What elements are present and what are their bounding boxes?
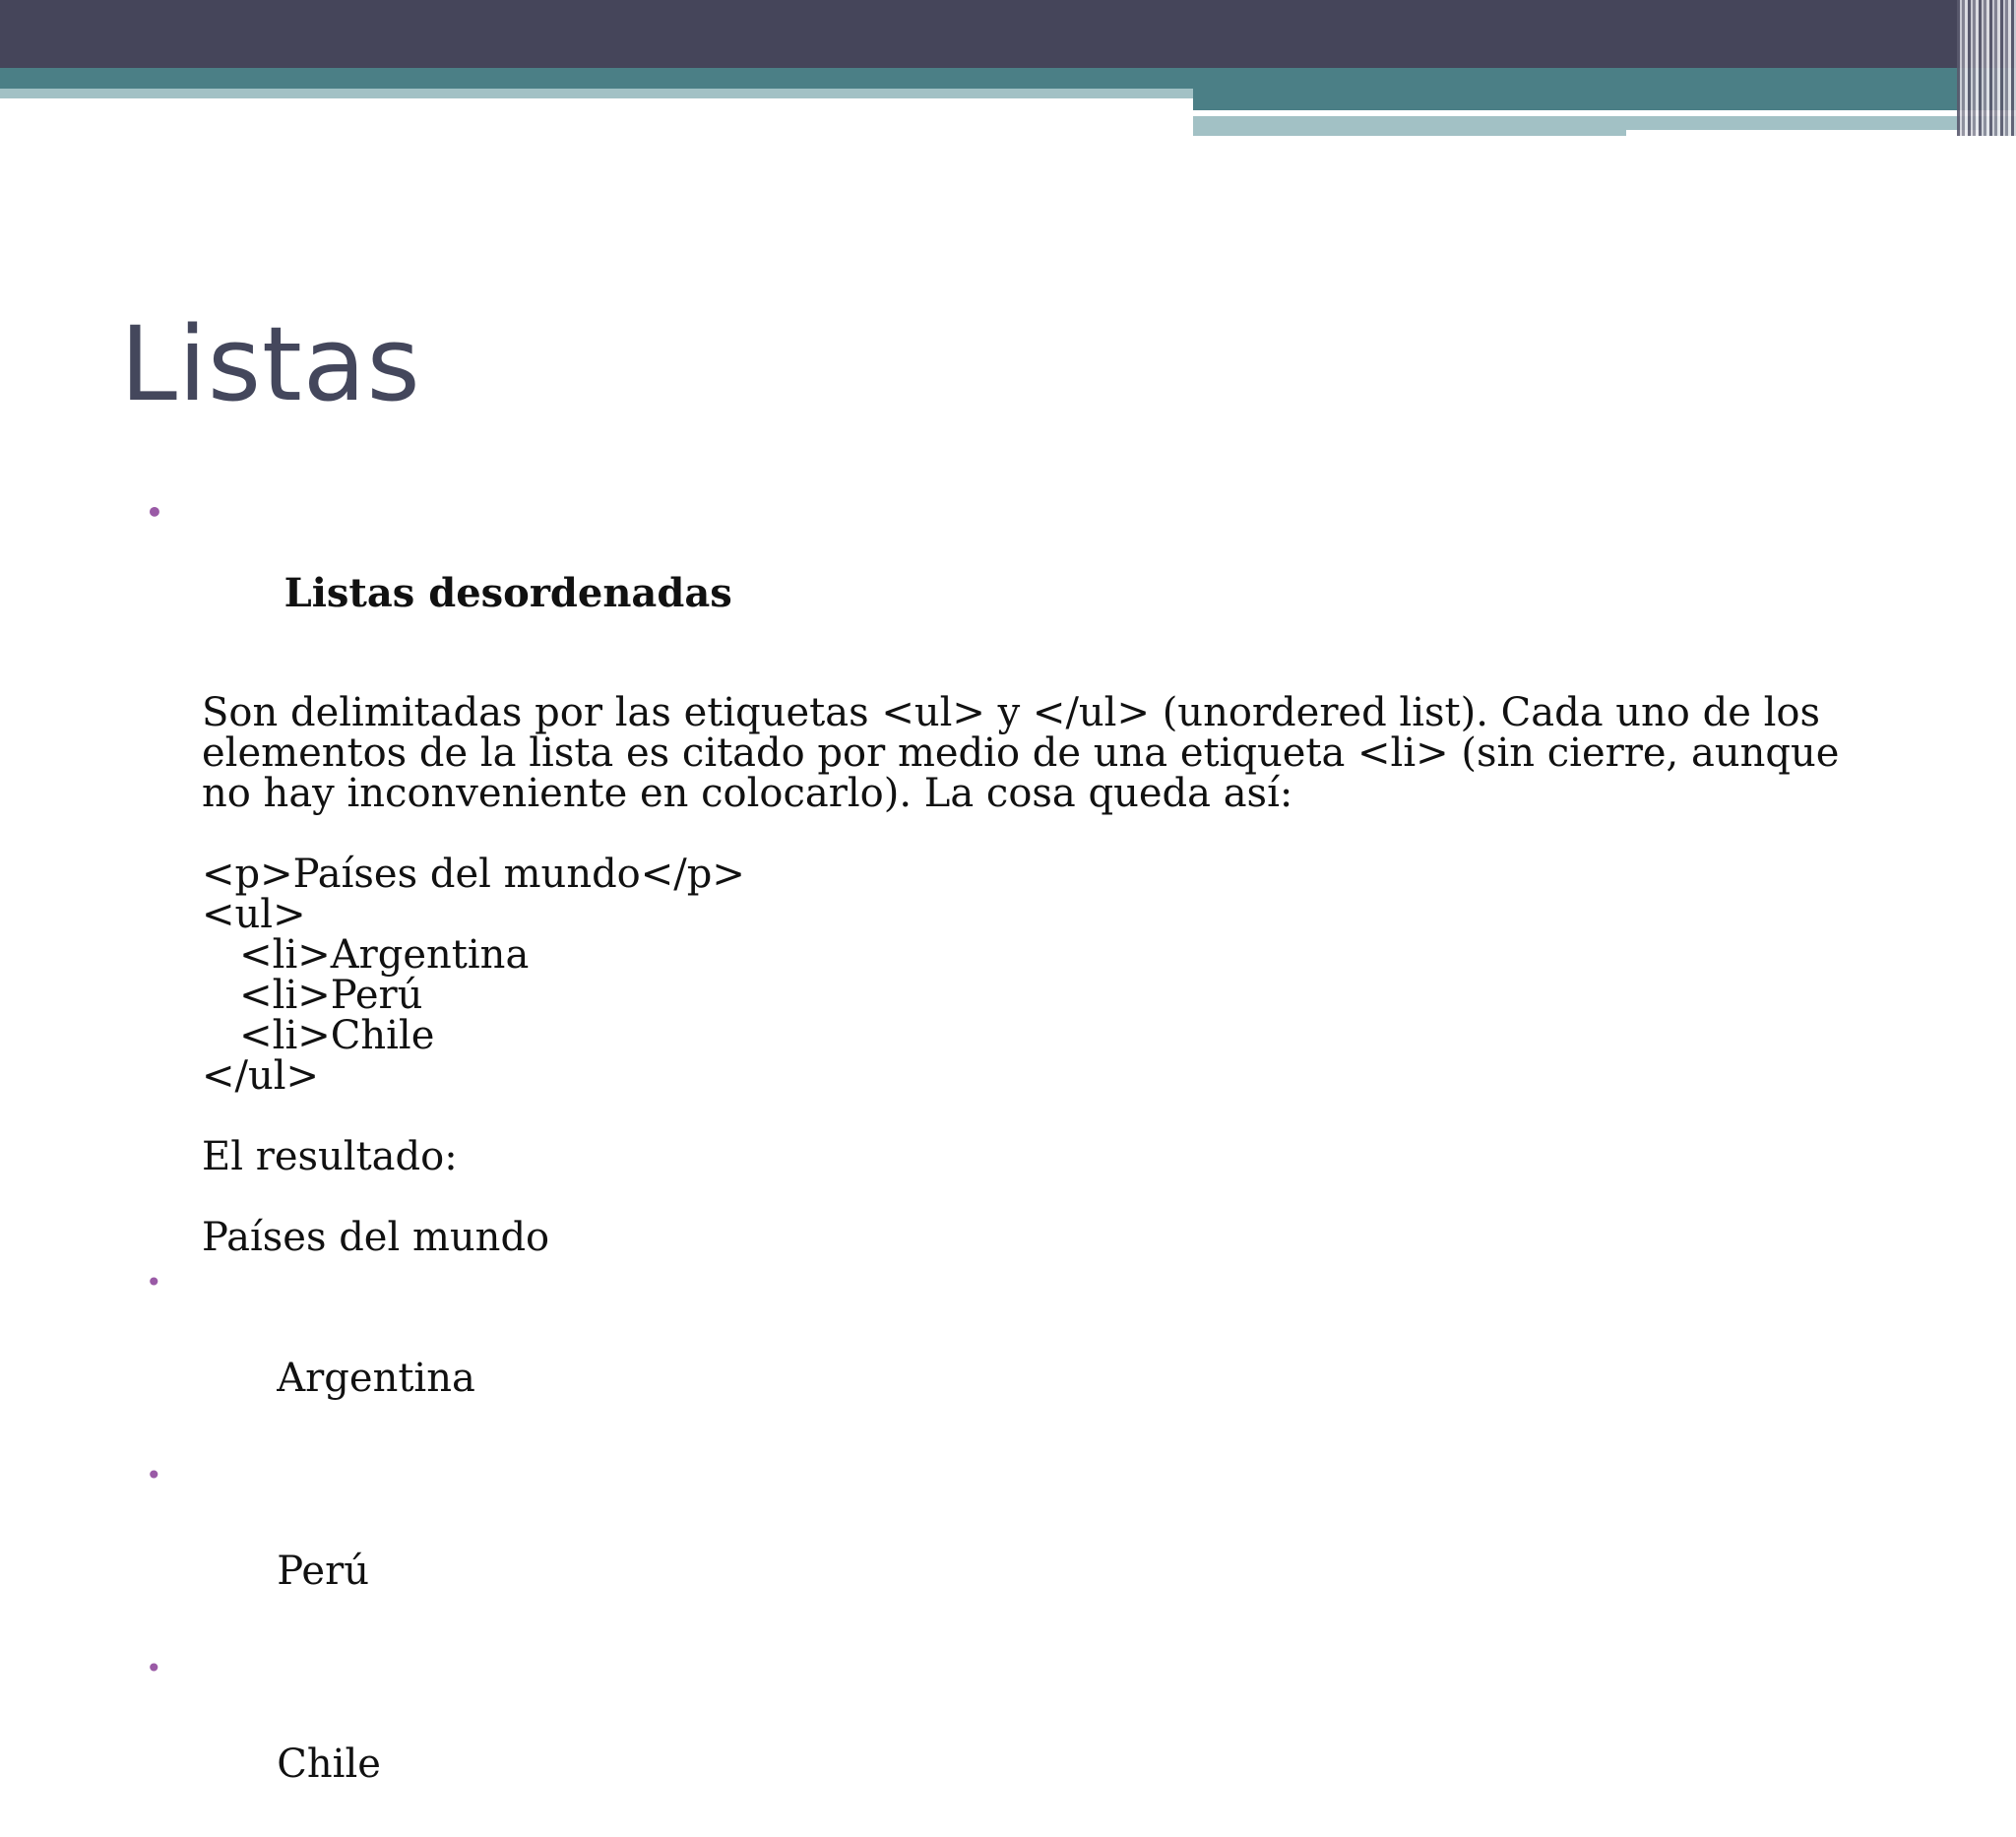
- list-item-text: Perú: [277, 1549, 369, 1594]
- description-paragraph: Son delimitadas por las etiquetas <ul> y </ul> (unordered list). Cada uno de los elementos de la lista es citado por medio de una etiqueta <li> (sin cierre, aunque no hay inconveniente en colocarlo). La cosa queda así:: [202, 690, 1840, 816]
- header-light-band-left: [0, 89, 1193, 98]
- bullet-icon: •: [146, 1652, 162, 1684]
- list-item: [146, 1451, 1898, 1644]
- bullet-icon: •: [146, 496, 163, 529]
- result-label: El resultado:: [202, 1134, 458, 1179]
- code-block: [146, 852, 1898, 1099]
- list-item-text: Chile: [277, 1742, 381, 1787]
- list-item-text: Argentina: [277, 1356, 475, 1401]
- slide-body: [146, 492, 1898, 1837]
- header-edge-stripes: [1957, 0, 2016, 136]
- result-title: Países del mundo: [202, 1215, 550, 1260]
- heading-text: Listas desordenadas: [284, 570, 732, 616]
- code-line: <li>Argentina: [202, 932, 530, 978]
- code-line: <li>Chile: [202, 1013, 435, 1058]
- code-line: </ul>: [202, 1053, 320, 1099]
- header-pale-cut: [1626, 130, 1981, 136]
- slide-title: Listas: [120, 304, 421, 424]
- code-line: <ul>: [202, 892, 306, 937]
- list-item: [146, 1258, 1898, 1451]
- code-line: <li>Perú: [202, 973, 423, 1018]
- header-teal-band: [0, 68, 2016, 89]
- heading-row: [146, 492, 1898, 654]
- header-teal-band-right: [1193, 89, 2016, 110]
- bullet-icon: •: [146, 1459, 162, 1491]
- code-line: <p>Países del mundo</p>: [202, 852, 745, 897]
- header-dark-band: [0, 0, 2016, 68]
- list-item: [146, 1644, 1898, 1837]
- bullet-icon: •: [146, 1266, 162, 1299]
